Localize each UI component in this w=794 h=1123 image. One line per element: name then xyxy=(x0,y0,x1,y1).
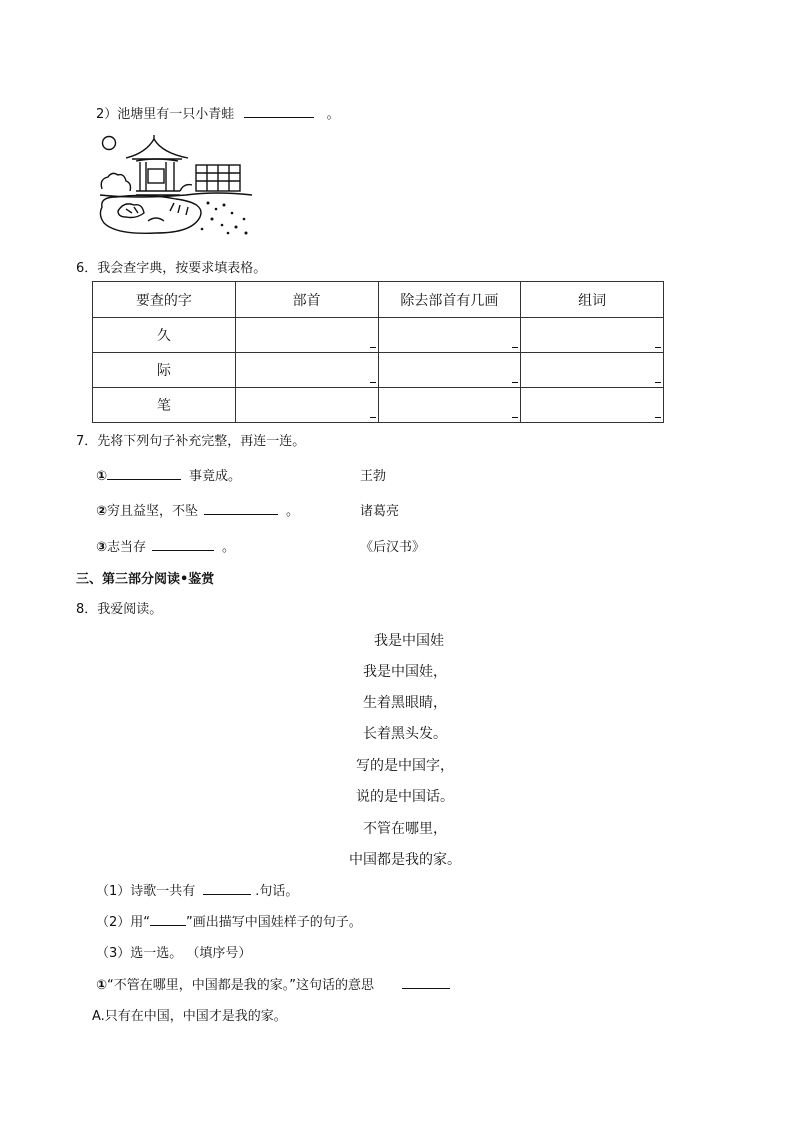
matching-item-3 xyxy=(96,536,235,555)
answer-cell[interactable] xyxy=(235,318,378,353)
answer-blank[interactable] xyxy=(203,880,251,895)
answer-cell[interactable] xyxy=(521,388,664,423)
item-number: ③ xyxy=(96,540,108,555)
item-number: ② xyxy=(96,504,108,519)
matching-item-2 xyxy=(96,500,299,519)
poem-line: 说的是中国话。 xyxy=(356,789,454,805)
section-3-heading: 三、第三部分阅读•鉴赏 xyxy=(76,572,215,587)
answer-cell[interactable] xyxy=(235,353,378,388)
item-number: ① xyxy=(96,978,108,993)
answer-blank[interactable] xyxy=(244,103,314,118)
question-text: （2）用“ xyxy=(96,915,151,930)
question-7-title: 7．先将下列句子补充完整，再连一连。 xyxy=(76,434,306,449)
character-cell: 际 xyxy=(93,353,236,388)
item-text: 事竟成。 xyxy=(189,469,242,484)
item-end: 。 xyxy=(222,540,236,555)
answer-cell[interactable] xyxy=(378,388,521,423)
character-cell: 笔 xyxy=(93,388,236,423)
answer-cell[interactable] xyxy=(521,353,664,388)
poem-line: 中国都是我的家。 xyxy=(349,852,461,868)
item-text: 穷且益坚，不坠 xyxy=(107,504,199,519)
poem-line: 长着黑头发。 xyxy=(363,726,447,742)
match-target-2[interactable]: 诸葛亮 xyxy=(360,504,400,519)
answer-blank[interactable] xyxy=(107,465,181,480)
poem-line: 不管在哪里， xyxy=(363,821,447,837)
item-number: ① xyxy=(96,469,108,484)
table-row xyxy=(93,353,664,388)
poem-title: 我是中国娃 xyxy=(374,633,444,649)
question-text: “不管在哪里，中国都是我的家。”这句话的意思 xyxy=(107,978,374,993)
table-row xyxy=(93,318,664,353)
question-5-item-2 xyxy=(96,103,340,122)
table-header-row xyxy=(93,282,664,318)
header-cell: 组词 xyxy=(521,282,664,318)
header-cell: 除去部首有几画 xyxy=(378,282,521,318)
character-cell: 久 xyxy=(93,318,236,353)
choice-question-1 xyxy=(96,974,450,993)
question-text: （1）诗歌一共有 xyxy=(96,884,196,899)
sub-question-1 xyxy=(96,880,298,899)
answer-blank[interactable] xyxy=(204,500,278,515)
header-cell: 部首 xyxy=(235,282,378,318)
answer-cell[interactable] xyxy=(378,353,521,388)
matching-item-1 xyxy=(96,465,241,484)
pond-pavilion-illustration xyxy=(96,133,256,241)
sub-question-3: （3）选一选。 （填序号） xyxy=(96,946,252,961)
header-cell: 要查的字 xyxy=(93,282,236,318)
answer-cell[interactable] xyxy=(521,318,664,353)
answer-cell[interactable] xyxy=(235,388,378,423)
match-target-3[interactable]: 《后汉书》 xyxy=(360,540,426,555)
poem-line: 生着黑眼睛， xyxy=(363,695,447,711)
question-end: 。 xyxy=(326,107,340,122)
dictionary-table xyxy=(92,281,664,423)
item-text: 志当存 xyxy=(107,540,147,555)
question-text: ”画出描写中国娃样子的句子。 xyxy=(186,915,362,930)
poem-line: 写的是中国字， xyxy=(356,758,454,774)
item-end: 。 xyxy=(286,504,300,519)
option-a[interactable]: A.只有在中国，中国才是我的家。 xyxy=(92,1009,287,1024)
underline-sample xyxy=(150,911,186,926)
question-text: .句话。 xyxy=(255,884,299,899)
question-text: 2）池塘里有一只小青蛙 xyxy=(96,107,235,122)
answer-blank[interactable] xyxy=(402,974,450,989)
answer-cell[interactable] xyxy=(378,318,521,353)
match-target-1[interactable]: 王勃 xyxy=(360,469,387,484)
answer-blank[interactable] xyxy=(152,536,214,551)
poem-line: 我是中国娃， xyxy=(363,664,447,680)
question-6-title: 6．我会查字典，按要求填表格。 xyxy=(76,261,267,276)
table-row xyxy=(93,388,664,423)
sub-question-2 xyxy=(96,911,362,930)
question-8-title: 8．我爱阅读。 xyxy=(76,602,163,617)
